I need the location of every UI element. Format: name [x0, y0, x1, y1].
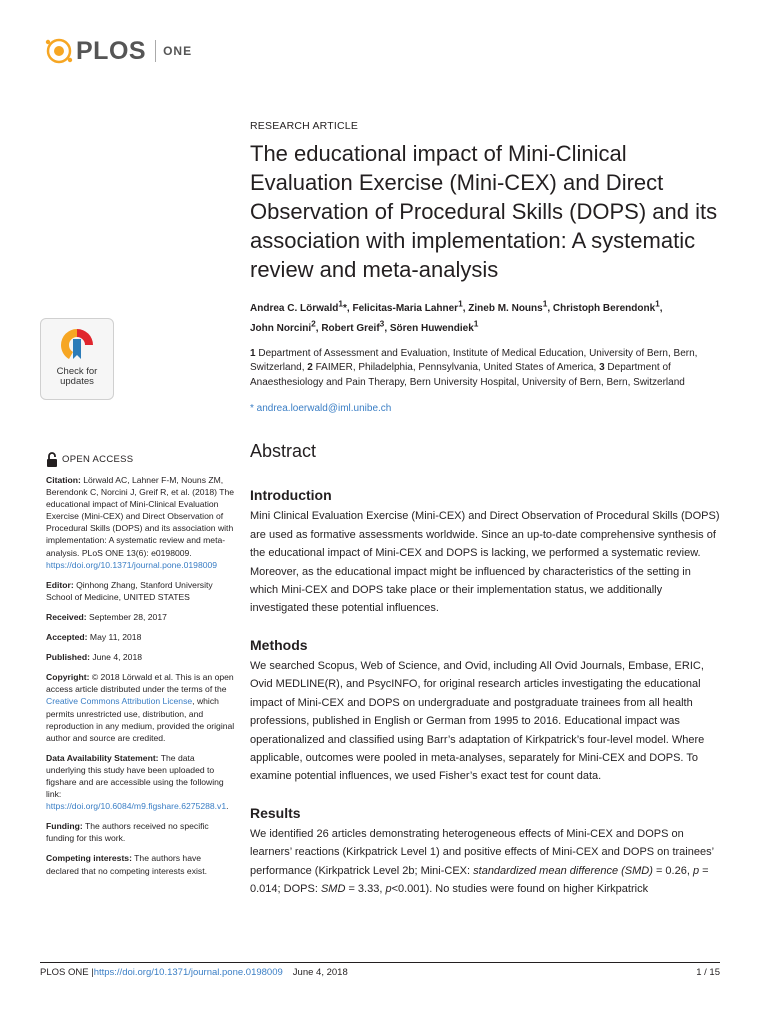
footer-journal: PLOS ONE | [40, 967, 94, 978]
license-link[interactable]: Creative Commons Attribution License [46, 696, 193, 707]
article-metadata-sidebar [46, 474, 236, 885]
citation: Citation: Lörwald AC, Lahner F-M, Nouns ZM, Berendonk C, Norcini J, Greif R, et al. (2018) The educational impact of Mini-Clinical Evaluation Exercise (Mini-CEX) and Direct Observation of Procedural Skills (DOPS) and its association with implementation: A systematic review and meta-analysis. PLoS ONE 13(6): e0198009. https://doi.org/10.1371/journal.pone.0198009 [46, 475, 235, 570]
article-type-label: RESEARCH ARTICLE [250, 120, 359, 132]
open-lock-icon [46, 452, 58, 467]
received-date: Received: September 28, 2017 [46, 611, 167, 622]
bookmark-ribbon-icon [57, 325, 97, 365]
results-heading: Results [250, 804, 301, 821]
copyright: Copyright: © 2018 Lörwald et al. This is an open access article distributed under the terms of the Creative Commons Attribution License, which permits unrestricted use, distribution, and reproduction in any medium, provided the original author and source are credited. [46, 672, 235, 743]
author[interactable]: Felicitas-Maria Lahner$^1$, [352, 299, 469, 315]
corresponding-author: * andrea.loerwald@iml.unibe.ch [250, 403, 392, 415]
data-availability: Data Availability Statement: The data underlying this study have been uploaded to figshare and are accessible using the following link: https://doi.org/10.6084/m9.figshare.6275288.v1. [46, 752, 229, 812]
author[interactable]: Andrea C. Lörwald$^1$*, [250, 299, 353, 315]
author[interactable]: Christoph Berendonk$^1$, [552, 299, 663, 315]
logo-divider [155, 40, 156, 62]
check-for-updates-badge[interactable] [40, 318, 114, 400]
author[interactable]: Robert Greif$^3$, [321, 318, 390, 334]
footer-doi-link[interactable]: https://doi.org/10.1371/journal.pone.0198009 [93, 967, 283, 978]
introduction-heading: Introduction [250, 487, 332, 504]
author[interactable]: Sören Huwendiek$^1$ [389, 318, 479, 334]
results-text: We identified 26 articles demonstrating heterogeneous effects of Mini-CEX and DOPS on learners’ reactions (Kirkpatrick Level 1) and positive effects of Mini-CEX and DOPS on trainees’ performance (Kirkpatrick Level 2b; Mini-CEX: standardized mean difference (SMD) = 0.26, p = 0.014; DOPS: SMD = 3.33, p<0.001). No studies were found on higher Kirkpatrick [250, 827, 714, 895]
competing-interests: Competing interests: The authors have declared that no competing interests exist. [46, 853, 207, 876]
article-title: The educational impact of Mini-Clinical Evaluation Exercise (Mini-CEX) and Direct Observation of Procedural Skills (DOPS) and its association with implementation: A systematic review and meta-analysis [250, 141, 718, 282]
page-footer [40, 967, 720, 978]
figshare-link[interactable]: https://doi.org/10.6084/m9.figshare.6275288.v1 [46, 801, 227, 812]
author-list [250, 297, 720, 336]
corresponding-email-link[interactable]: andrea.loerwald@iml.unibe.ch [256, 403, 392, 415]
introduction-text: Mini Clinical Evaluation Exercise (Mini-CEX) and Direct Observation of Procedural Skills (DOPS) are used as formative assessments worldwide. Since an up-to-date comprehensive synthesis of the educational impact of Mini-CEX and DOPS is lacking, we performed a systematic review. Moreover, as the educational impact might be influenced by characteristics of the setting in which Mini-CEX and DOPS take place or their implementation status, we additionally investigated these potential influences. [250, 510, 720, 615]
article-main [250, 120, 720, 898]
affiliations: 1 Department of Assessment and Evaluation, Institute of Medical Education, University of Bern, Bern, Switzerland, 2 FAIMER, Philadelphia, Pennsylvania, United States of America, 3 Department of Anaesthesiology and Pain Therapy, Bern University Hospital, University of Bern, Bern, Switzerland [250, 347, 698, 388]
editor: Editor: Qinhong Zhang, Stanford University School of Medicine, UNITED STATES [46, 579, 213, 602]
page-number: 1 / 15 [696, 967, 720, 978]
brand-name: PLOS [76, 36, 147, 65]
check-for-updates-label: Check for updates [56, 366, 98, 387]
plos-logo-icon [44, 36, 74, 66]
plos-one-logo[interactable] [44, 34, 192, 68]
citation-doi-link[interactable]: https://doi.org/10.1371/journal.pone.0198009 [46, 559, 218, 570]
methods-heading: Methods [250, 636, 308, 653]
journal-name: ONE [163, 44, 193, 58]
author[interactable]: Zineb M. Nouns$^1$, [468, 299, 553, 315]
open-access-badge [46, 452, 133, 467]
open-access-label: OPEN ACCESS [62, 454, 134, 465]
methods-text: We searched Scopus, Web of Science, and Ovid, including All Ovid Journals, Embase, ERIC, Ovid MEDLINE(R), and PsycINFO, for original research articles investigating the educational impact of Mini-CEX and DOPS on undergraduate and postgraduate trainees from all health professions, published in English or German from 1995 to 2016. Educational impact was operationalized and classified using Barr’s adaptation of Kirkpatrick’s four-level model. Where applicable, outcomes were pooled in meta-analyses, separately for Mini-CEX and DOPS. To examine potential influences, we used Fisher’s exact test for count data. [250, 659, 705, 783]
accepted-date: Accepted: May 11, 2018 [46, 632, 142, 643]
funding: Funding: The authors received no specific funding for this work. [46, 821, 209, 844]
published-date: Published: June 4, 2018 [46, 652, 143, 663]
footer-date: June 4, 2018 [292, 967, 348, 978]
author[interactable]: John Norcini$^2$, [250, 318, 322, 334]
footer-divider [40, 962, 720, 963]
abstract-heading: Abstract [250, 441, 317, 462]
